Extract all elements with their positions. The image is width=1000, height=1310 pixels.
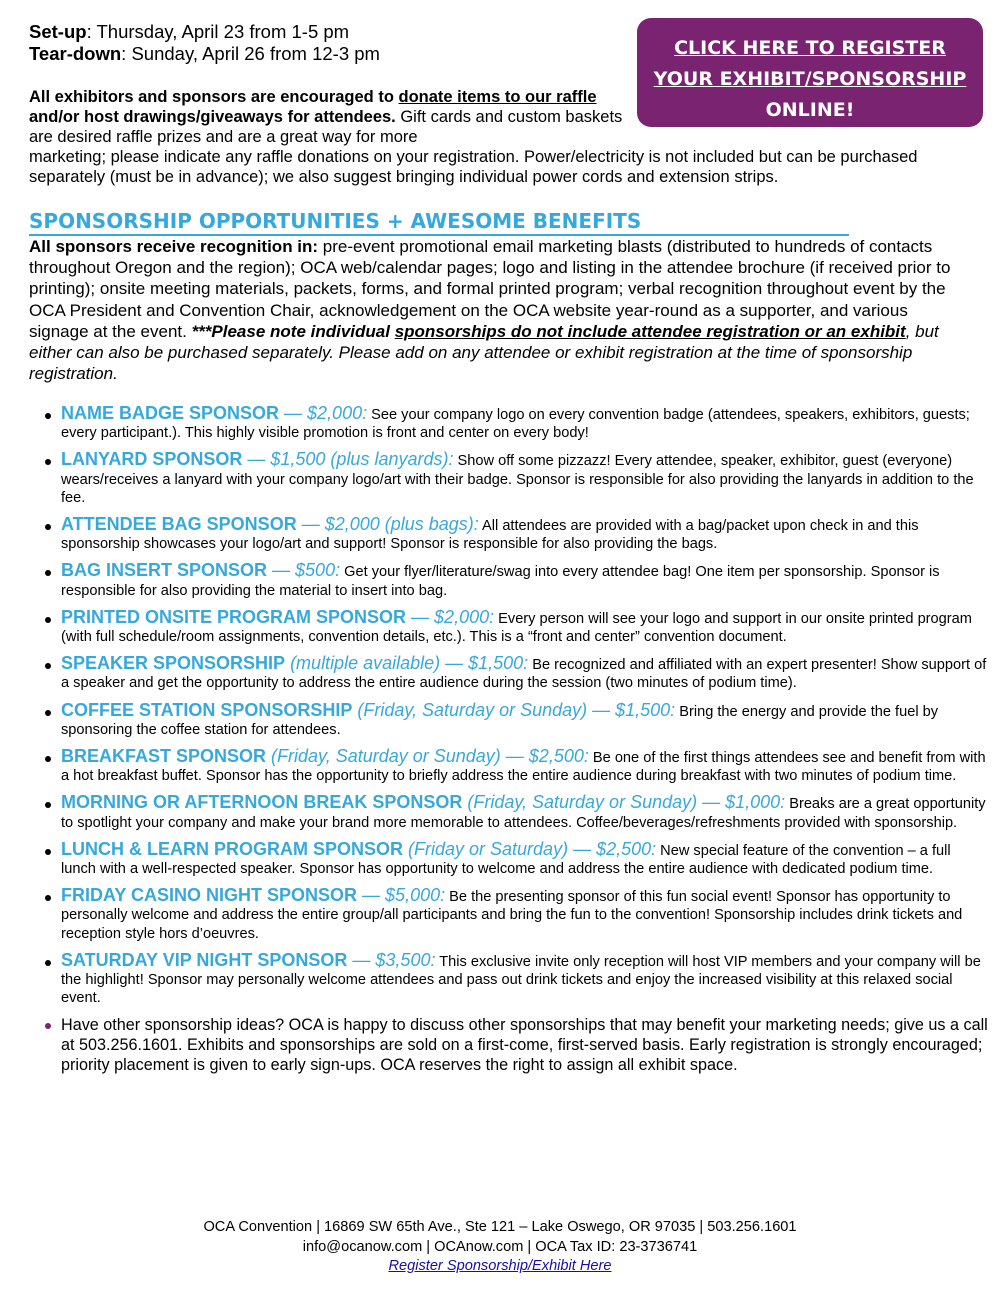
sponsorship-title: ATTENDEE BAG SPONSOR [61,514,297,535]
sponsorship-description: Be the presenting sponsor of this fun social event! Sponsor has opportunity to personally welcome and address the entire group/all participants and bring the fun to the convention! Sponsorship includes drink tickets and reception style hors d’oeuvres. [61,889,963,942]
recognition-paragraph [29,236,964,384]
footer [0,1218,1000,1277]
sponsorship-item [44,404,989,442]
bullet-icon [45,756,51,762]
sponsorship-item [44,654,989,692]
sponsorship-item [44,747,989,785]
setup-text: : Thursday, April 23 from 1-5 pm [86,21,350,42]
bullet-icon [45,1023,51,1029]
bullet-icon [45,570,51,576]
raffle-paragraph [29,87,629,147]
sponsorship-description: Get your flyer/literature/swag into every attendee bag! One item per sponsorship. Sponsor is responsible for also providing the material to insert into bag. [61,564,940,599]
sponsorship-title: NAME BADGE SPONSOR [61,403,280,423]
raffle-bold-end: and/or host drawings/giveaways for attendees. [29,108,396,126]
setup-label: Set-up [29,21,87,42]
raffle-bold-start: All exhibitors and sponsors are encouraged to [29,88,399,106]
note-rest: , but either can also be purchased separately. Please add on any attendee or exhibit registration at the time of sponsorship registration. [29,321,939,384]
raffle-text: Gift cards and custom baskets are desired raffle prizes and are a great way for more [29,108,623,146]
teardown-label: Tear-down [29,43,122,64]
sponsorship-item [44,515,989,553]
sponsorship-title: COFFEE STATION SPONSORSHIP [61,699,353,720]
sponsorship-item [44,951,989,1008]
bullet-icon [45,617,51,623]
sponsorship-description: See your company logo on every convention badge (attendees, speakers, exhibitors, guests; every participant.). This highly visible promotion is front and center on every body! [61,407,970,442]
raffle-paragraph-continued: marketing; please indicate any raffle donations on your registration. Power/electricity is not included but can be purchased separately (must be in advance); we also suggest bringing individual power cords and extension strips. [29,148,918,186]
sponsorship-price: (Friday or Saturday) — $2,500: [403,838,657,859]
sponsorship-description: Bring the energy and provide the fuel by sponsoring the coffee station for attendees. [61,703,939,738]
sponsorship-price: (Friday, Saturday or Sunday) — $1,000: [462,792,786,813]
sponsorship-title: SPEAKER SPONSORSHIP [61,653,286,674]
sponsorship-price: — $3,500: [347,949,436,970]
note-underlined: sponsorships do not include attendee registration or an exhibit [394,321,906,341]
footer-register-link[interactable]: Register Sponsorship/Exhibit Here [388,1258,612,1274]
sponsorship-price: — $1,500 (plus lanyards): [242,449,454,470]
bullet-icon [45,802,51,808]
teardown-line [29,43,380,65]
sponsorship-price: (Friday, Saturday or Sunday) — $1,500: [352,699,676,720]
sponsorship-price: — $500: [267,560,341,581]
bullet-icon [45,663,51,669]
recognition-bold: All sponsors receive recognition in: [29,237,319,256]
sponsorship-price: — $5,000: [357,885,446,906]
bullet-icon [45,459,51,465]
sponsorship-item [44,450,989,507]
sponsorship-description: Be one of the first things attendees see and benefit from with a hot breakfast buffet. Sponsor has the opportunity to briefly address the entire audience during breakfast with two minutes of podium time. [61,750,986,785]
sponsorship-price: — $2,000 (plus bags): [296,514,479,535]
sponsorship-price: (Friday, Saturday or Sunday) — $2,500: [266,746,589,767]
sponsorship-description: Breaks are a great opportunity to spotlight your company and make your brand more memorable to attendees. Coffee/beverages/refreshments provided with sponsorship. [61,796,986,831]
sponsorship-item [44,793,989,831]
sponsorship-title: PRINTED ONSITE PROGRAM SPONSOR [61,606,407,627]
sponsorship-title: LANYARD SPONSOR [61,449,243,470]
sponsorship-item [44,886,989,943]
sponsorship-title: BAG INSERT SPONSOR [61,560,268,581]
sponsorship-description: Show off some pizzazz! Every attendee, speaker, exhibitor, guest (everyone) wears/receives a lanyard with your company logo/art with their badge. Sponsor is responsible for also providing the lanyards in addition to the fee. [61,453,974,506]
bullet-icon [45,524,51,530]
sponsorship-list [44,404,989,1075]
sponsorship-description: Every person will see your logo and support in our onsite printed program (with full schedule/room assignments, convention details, etc.). This is a “front and center” convention document. [61,610,972,646]
other-ideas-text: Have other sponsorship ideas? OCA is happy to discuss other sponsorships that may benefit your marketing needs; give us a call at 503.256.1601. Exhibits and sponsorships are sold on a first-come, first-served basis. Early registration is strongly encouraged; priority placement is given to early sign-ups. OCA reserves the right to assign all exhibit space. [61,1016,988,1075]
sponsorship-title: FRIDAY CASINO NIGHT SPONSOR [61,885,358,906]
other-ideas-item [44,1015,989,1075]
sponsorship-price: — $2,000: [279,403,368,423]
bullet-icon [45,849,51,855]
register-online-button[interactable] [637,18,983,127]
sponsorship-title: BREAKFAST SPONSOR [61,746,267,767]
sponsorship-heading: SPONSORSHIP OPPORTUNITIES + AWESOME BENEFITS [29,209,849,236]
bullet-icon [45,413,51,419]
cta-line-2: YOUR EXHIBIT/SPONSORSHIP [653,68,967,90]
footer-contact: info@ocanow.com | OCAnow.com | OCA Tax ID: 23-3736741 [302,1238,698,1255]
bullet-icon [45,710,51,716]
sponsorship-title: MORNING OR AFTERNOON BREAK SPONSOR [61,792,463,813]
sponsorship-item [44,840,989,878]
setup-line [29,21,349,43]
sponsorship-item [44,561,989,599]
sponsorship-item [44,701,989,739]
cta-line-1: CLICK HERE TO REGISTER [674,37,946,59]
teardown-text: : Sunday, April 26 from 12-3 pm [121,43,380,64]
sponsorship-item [44,608,989,646]
footer-address: OCA Convention | 16869 SW 65th Ave., Ste 121 – Lake Oswego, OR 97035 | 503.256.1601 [203,1219,797,1235]
sponsorship-title: LUNCH & LEARN PROGRAM SPONSOR [61,838,404,859]
sponsorship-price: (multiple available) — $1,500: [285,653,529,674]
bullet-icon [45,895,51,901]
sponsorship-description: New special feature of the convention – a full lunch with a well-respected speaker. Sponsor has opportunity to welcome and address the entire audience with dedicated podium time. [61,842,951,878]
recognition-text: pre-event promotional email marketing blasts (distributed to hundreds of contacts throughout Oregon and the region); OCA web/calendar pages; logo and listing in the attendee brochure (if received prior to printing); onsite meeting materials, packets, forms, and formal printed program; verbal recognition throughout event by the OCA President and Convention Chair, acknowledgement on the OCA website year-round as a supporter, and various signage at the event. [29,237,951,341]
cta-line-3: ONLINE! [765,99,855,121]
donate-raffle-link[interactable]: donate items to our raffle [398,88,597,106]
note-bold: ***Please note individual [191,321,395,341]
bullet-icon [45,960,51,966]
sponsorship-description: Be recognized and affiliated with an expert presenter! Show support of a speaker and get the opportunity to address the entire audience during the session (two minutes of podium time). [61,657,987,692]
sponsorship-description: This exclusive invite only reception will host VIP members and your company will be the highlight! Sponsor may personally welcome attendees and pass out drink tickets and enjoy the increased visibility at this relaxed social event. [61,953,981,1007]
sponsorship-price: — $2,000: [406,606,495,627]
sponsorship-description: All attendees are provided with a bag/packet upon check in and this sponsorship showcases your logo/art and support! Sponsor is responsible for also providing the bags. [61,518,919,553]
sponsorship-title: SATURDAY VIP NIGHT SPONSOR [61,949,348,970]
